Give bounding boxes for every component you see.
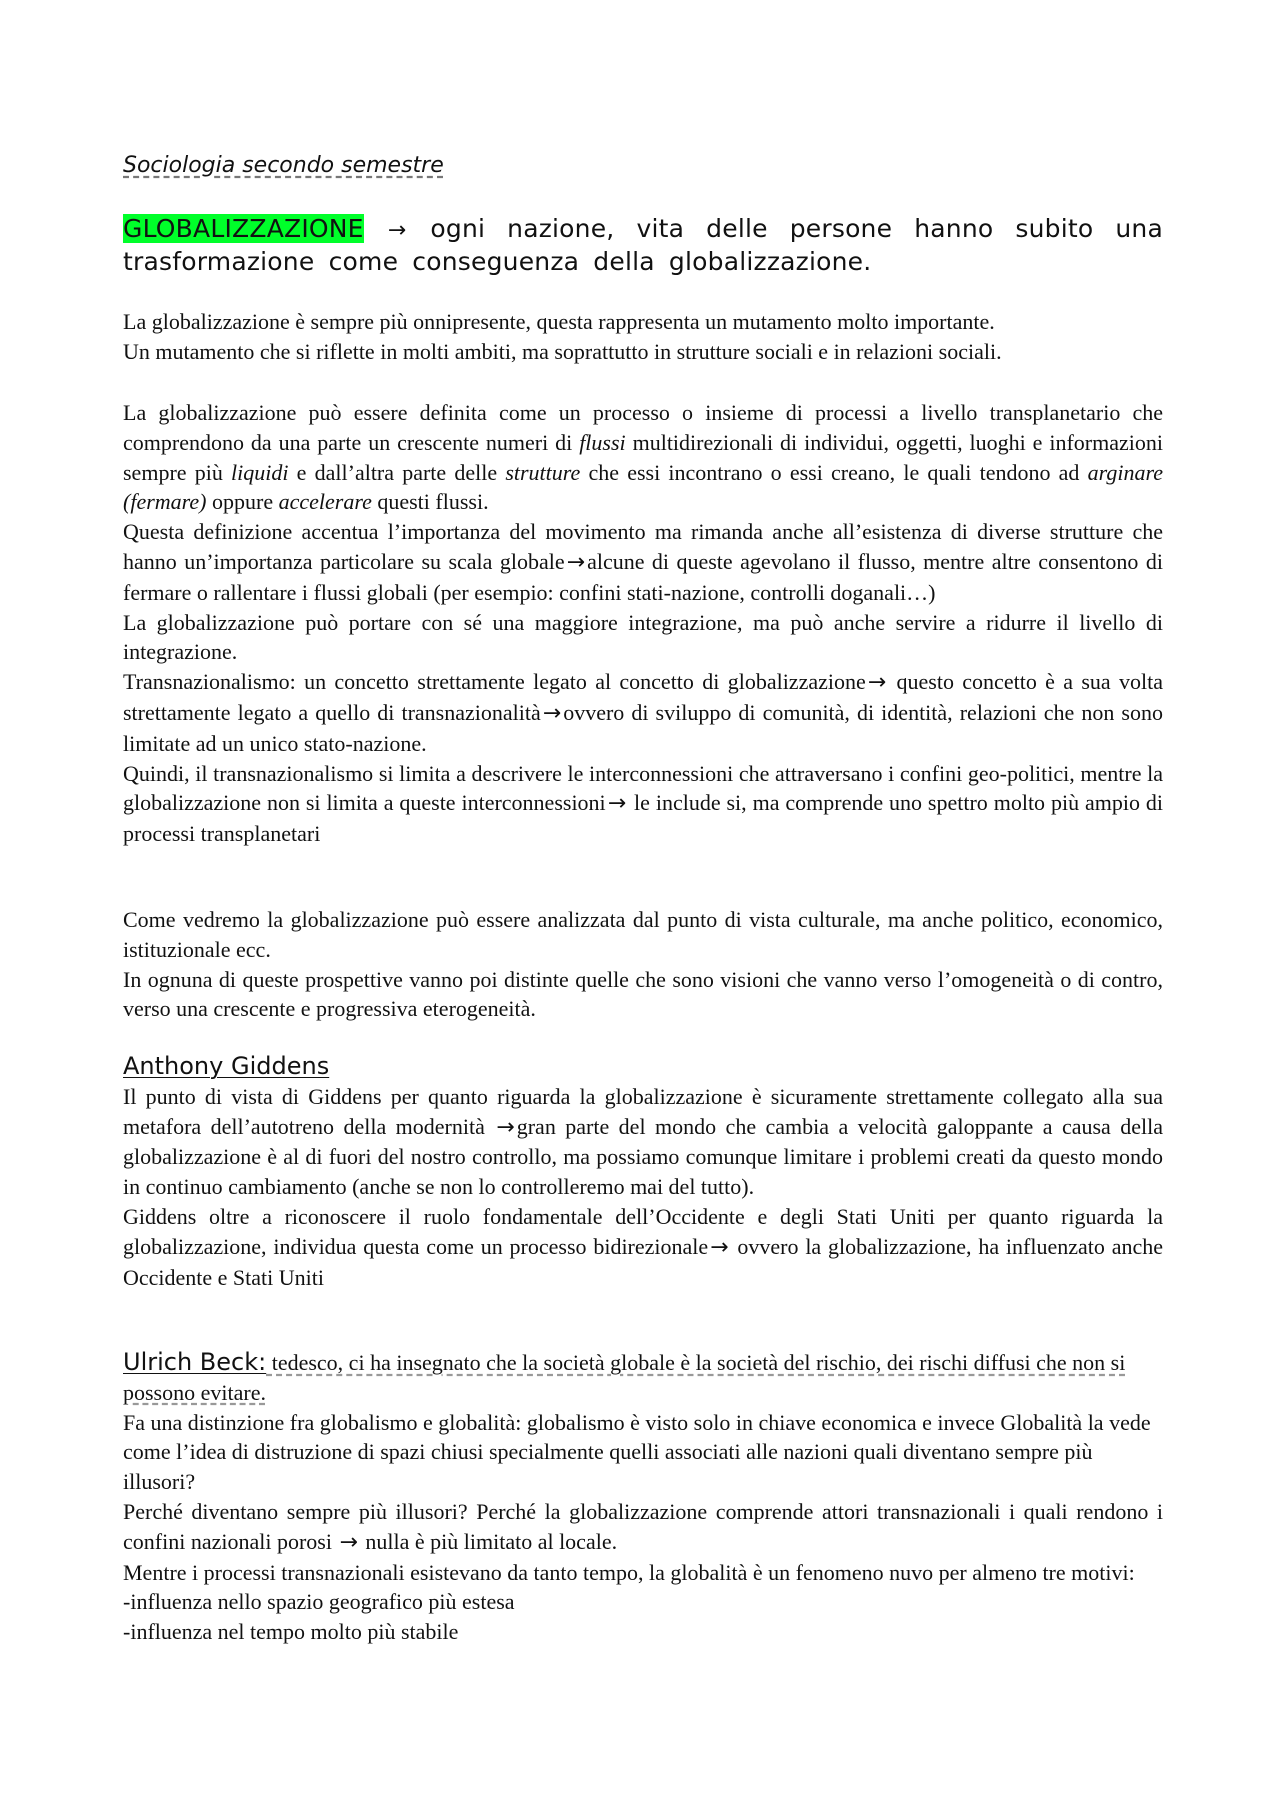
definition-block [123, 398, 1163, 849]
definition-paragraph: La globalizzazione può essere definita come un processo o insieme di processi a livello transplanetario che comprendono da una parte un crescente numeri di flussi multidirezionali di individui, oggetti, luoghi e informazioni sempre più liquidi e dall’altra parte delle strutture che essi incontrano o essi creano, le quali tendono ad arginare (fermare) oppure accelerare questi flussi. [123, 400, 1163, 515]
beck-list-item-1: -influenza nello spazio geografico più estesa [123, 1589, 515, 1615]
intro-line-1: La globalizzazione è sempre più onnipresente, questa rappresenta un mutamento molto importante. [123, 309, 995, 334]
giddens-paragraph-1: Il punto di vista di Giddens per quanto riguarda la globalizzazione è sicuramente strettamente collegato alla sua metafora dell’autotreno della modernità →gran parte del mondo che cambia a velocità galoppante a causa della globalizzazione è al di fuori del nostro controllo, ma possiamo comunque limitare i problemi creati da questo mondo in continuo cambiamento (anche se non lo controlleremo mai del tutto). [123, 1083, 1163, 1200]
arrow-right-icon: → [542, 700, 562, 726]
beck-paragraph-2: Fa una distinzione fra globalismo e globalità: globalismo è visto solo in chiave economica e invece Globalità la vede come l’idea di distruzione di spazi chiusi specialmente quelli associati alle nazioni quali diventano sempre più illusori? [123, 1409, 1151, 1495]
beck-heading: Ulrich Beck: [123, 1348, 267, 1376]
arrow-right-icon: → [867, 670, 887, 696]
beck-paragraph-4: Mentre i processi transnazionali esistevano da tanto tempo, la globalità è un fenomeno nuvo per almeno tre motivi: [123, 1559, 1135, 1585]
perspectives-paragraph-1: Come vedremo la globalizzazione può essere analizzata dal punto di vista culturale, ma anche politico, economico, istituzionale ecc. [123, 907, 1163, 962]
course-title: Sociologia secondo semestre [123, 153, 444, 178]
giddens-paragraph-2: Giddens oltre a riconoscere il ruolo fondamentale dell’Occidente e degli Stati Uniti per quanto riguarda la globalizzazione, individua questa come un processo bidirezionale→ ovvero la globalizzazione, ha influenzato anche Occidente e Stati Uniti [123, 1203, 1163, 1290]
term-liquidi: liquidi [231, 459, 289, 485]
integration-paragraph: La globalizzazione può portare con sé una maggiore integrazione, ma può anche servire a ridurre il livello di integrazione. [123, 609, 1163, 665]
arrow-right-icon: → [710, 1234, 729, 1260]
interconnections-paragraph: Quindi, il transnazionalismo si limita a descrivere le interconnessioni che attraversano i confini geo-politici, mentre la globalizzazione non si limita a queste interconnessioni→ le include si, ma comprende uno spettro molto più ampio di processi transplanetari [123, 760, 1164, 847]
perspectives-paragraph-2: In ognuna di queste prospettive vanno poi distinte quelle che sono visioni che vanno verso l’omogeneità o di contro, verso una crescente e progressiva eterogeneità. [123, 966, 1163, 1022]
arrow-right-icon: → [566, 549, 586, 575]
term-flussi: flussi [579, 429, 626, 455]
term-arginare: arginare (fermare) [123, 459, 1163, 515]
beck-paragraph-3: Perché diventano sempre più illusori? Perché la globalizzazione comprende attori transnazionali i quali rendono i confini nazionali porosi → nulla è più limitato al locale. [123, 1498, 1163, 1555]
arrow-right-icon: → [607, 791, 627, 817]
heading-term: GLOBALIZZAZIONE [123, 214, 364, 243]
beck-block [123, 1348, 1163, 1647]
giddens-heading: Anthony Giddens [123, 1052, 330, 1080]
term-accelerare: accelerare [278, 489, 372, 515]
arrow-right-icon: → [496, 1114, 515, 1140]
main-heading [123, 213, 1163, 277]
arrow-right-icon: → [387, 218, 407, 243]
giddens-block [123, 1052, 1163, 1292]
transnationalism-paragraph: Transnazionalismo: un concetto strettamente legato al concetto di globalizzazione→ questo concetto è a sua volta strettamente legato a quello di transnazionalità→ovvero di sviluppo di comunità, di identità, relazioni che non sono limitate ad un unico stato-nazione. [123, 669, 1163, 756]
intro-line-2: Un mutamento che si riflette in molti ambiti, ma soprattutto in strutture sociali e in relazioni sociali. [123, 338, 1002, 364]
heading-text: ogni nazione, vita delle persone hanno subito una trasformazione come conseguenza della globalizzazione. [123, 214, 1163, 276]
intro-block [123, 307, 1163, 367]
beck-list-item-2: -influenza nel tempo molto più stabile [123, 1619, 459, 1645]
term-strutture: strutture [505, 459, 581, 485]
arrow-right-icon: → [339, 1529, 358, 1555]
perspectives-block [123, 905, 1163, 1024]
structures-paragraph: Questa definizione accentua l’importanza del movimento ma rimanda anche all’esistenza di diverse strutture che hanno un’importanza particolare su scala globale→alcune di queste agevolano il flusso, mentre altre consentono di fermare o rallentare i flussi globali (per esempio: confini stati-nazione, controlli doganali…) [123, 519, 1163, 605]
beck-paragraph-1: Ulrich Beck: tedesco, ci ha insegnato che la società globale è la società del rischio, dei rischi diffusi che non si possono evitare. [123, 1348, 1126, 1405]
